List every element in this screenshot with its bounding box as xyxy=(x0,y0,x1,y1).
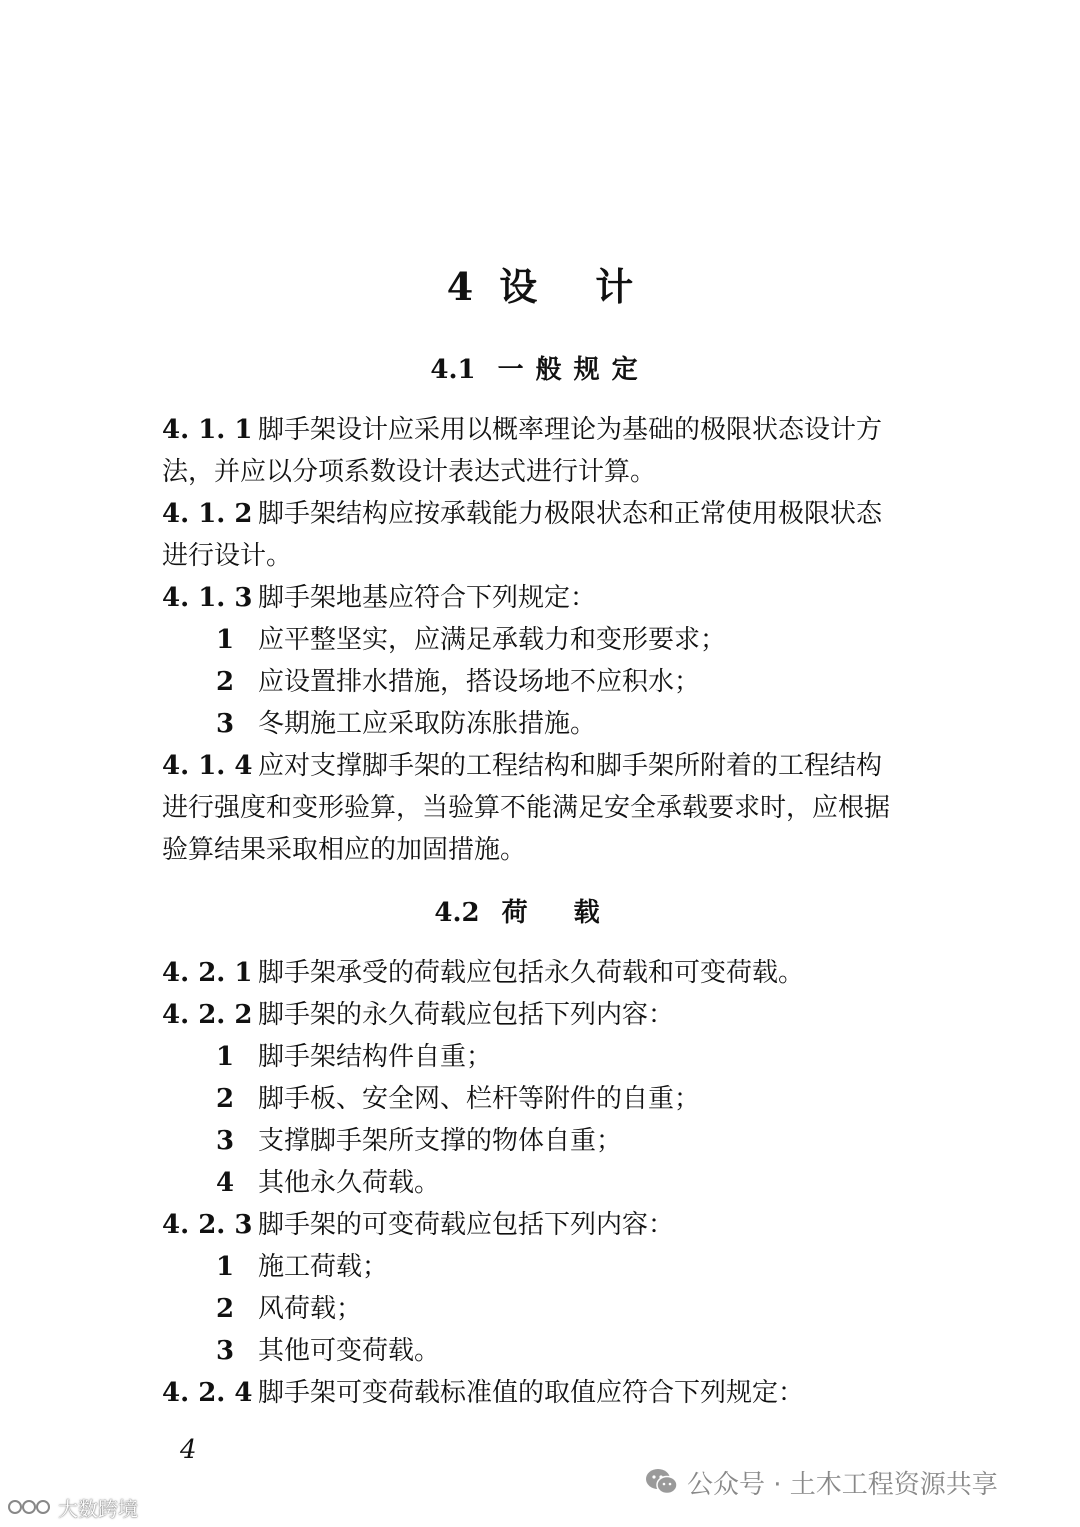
list-item xyxy=(216,1331,986,1371)
list-item xyxy=(216,662,986,702)
list-item xyxy=(216,1289,986,1329)
line-text: 施工荷载； xyxy=(258,1252,389,1282)
item-number: 3 xyxy=(216,709,235,739)
line-text: 冬期施工应采取防冻胀措施。 xyxy=(258,709,597,739)
line-text: 应对支撑脚手架的工程结构和脚手架所附着的工程结构 xyxy=(258,751,883,781)
list-item xyxy=(216,1037,986,1077)
line-text: 脚手架的永久荷载应包括下列内容： xyxy=(258,1000,675,1030)
text-line xyxy=(162,788,932,828)
line-text: 验算结果采取相应的加固措施。 xyxy=(162,835,527,865)
clause-number: 4. 2. 1 xyxy=(162,958,253,988)
text-line xyxy=(162,830,932,870)
chapter-number: 4 xyxy=(446,264,474,309)
chapter-title xyxy=(0,262,1080,312)
text-line xyxy=(162,452,932,492)
line-text: 支撑脚手架所支撑的物体自重； xyxy=(258,1126,623,1156)
line-text: 脚手架承受的荷载应包括永久荷载和可变荷载。 xyxy=(258,958,805,988)
line-text: 脚手架可变荷载标准值的取值应符合下列规定： xyxy=(258,1378,805,1408)
line-text: 进行强度和变形验算，当验算不能满足安全承载要求时，应根据 xyxy=(162,793,891,823)
line-text: 脚手架地基应符合下列规定： xyxy=(258,583,597,613)
line-text: 进行设计。 xyxy=(162,541,293,571)
clause-number: 4. 1. 1 xyxy=(162,415,253,445)
item-number: 3 xyxy=(216,1336,235,1366)
clause-number: 4. 2. 3 xyxy=(162,1210,253,1240)
clause-line xyxy=(162,1373,932,1413)
list-item xyxy=(216,1163,986,1203)
line-text: 脚手架的可变荷载应包括下列内容： xyxy=(258,1210,675,1240)
list-item xyxy=(216,704,986,744)
clause-line xyxy=(162,578,932,618)
page-number: 4 xyxy=(180,1435,197,1465)
list-item xyxy=(216,1247,986,1287)
item-number: 3 xyxy=(216,1126,235,1156)
section-title-text: 一般规定 xyxy=(497,355,650,385)
clause-line xyxy=(162,410,932,450)
item-number: 4 xyxy=(216,1168,235,1198)
line-text: 其他可变荷载。 xyxy=(258,1336,441,1366)
clause-number: 4. 2. 4 xyxy=(162,1378,253,1408)
section-title-text: 荷载 xyxy=(501,898,646,928)
section-number: 4.2 xyxy=(434,898,480,928)
line-text: 风荷载； xyxy=(258,1294,363,1324)
line-text: 法，并应以分项系数设计表达式进行计算。 xyxy=(162,457,657,487)
watermark-wechat xyxy=(645,1462,998,1502)
line-text: 应设置排水措施，搭设场地不应积水； xyxy=(258,667,701,697)
line-text: 脚手架设计应采用以概率理论为基础的极限状态设计方 xyxy=(258,415,883,445)
line-text: 脚手架结构应按承载能力极限状态和正常使用极限状态 xyxy=(258,499,883,529)
line-text: 脚手板、安全网、栏杆等附件的自重； xyxy=(258,1084,701,1114)
section-number: 4.1 xyxy=(430,355,476,385)
wechat-icon xyxy=(645,1467,679,1497)
clause-number: 4. 1. 3 xyxy=(162,583,253,613)
clause-number: 4. 1. 2 xyxy=(162,499,253,529)
line-text: 应平整坚实，应满足承载力和变形要求； xyxy=(258,625,727,655)
line-text: 脚手架结构件自重； xyxy=(258,1042,493,1072)
list-item xyxy=(216,1121,986,1161)
item-number: 1 xyxy=(216,625,235,655)
item-number: 1 xyxy=(216,1042,235,1072)
watermark-brand-text: 大数跨境 xyxy=(58,1496,138,1521)
item-number: 1 xyxy=(216,1252,235,1282)
section-title-4-2 xyxy=(0,895,1080,931)
item-number: 2 xyxy=(216,667,235,697)
item-number: 2 xyxy=(216,1294,235,1324)
item-number: 2 xyxy=(216,1084,235,1114)
watermark-text: 公众号 · 土木工程资源共享 xyxy=(687,1469,998,1500)
section-title-4-1 xyxy=(0,352,1080,388)
clause-line xyxy=(162,953,932,993)
clause-number: 4. 2. 2 xyxy=(162,1000,253,1030)
clause-line xyxy=(162,995,932,1035)
text-line xyxy=(162,536,932,576)
clause-line xyxy=(162,1205,932,1245)
clause-number: 4. 1. 4 xyxy=(162,751,253,781)
chapter-title-text: 设计 xyxy=(499,264,692,309)
clause-line xyxy=(162,494,932,534)
line-text: 其他永久荷载。 xyxy=(258,1168,441,1198)
list-item xyxy=(216,1079,986,1119)
watermark-brand xyxy=(6,1492,138,1522)
list-item xyxy=(216,620,986,660)
clause-line xyxy=(162,746,932,786)
brand-logo-icon xyxy=(6,1496,54,1518)
